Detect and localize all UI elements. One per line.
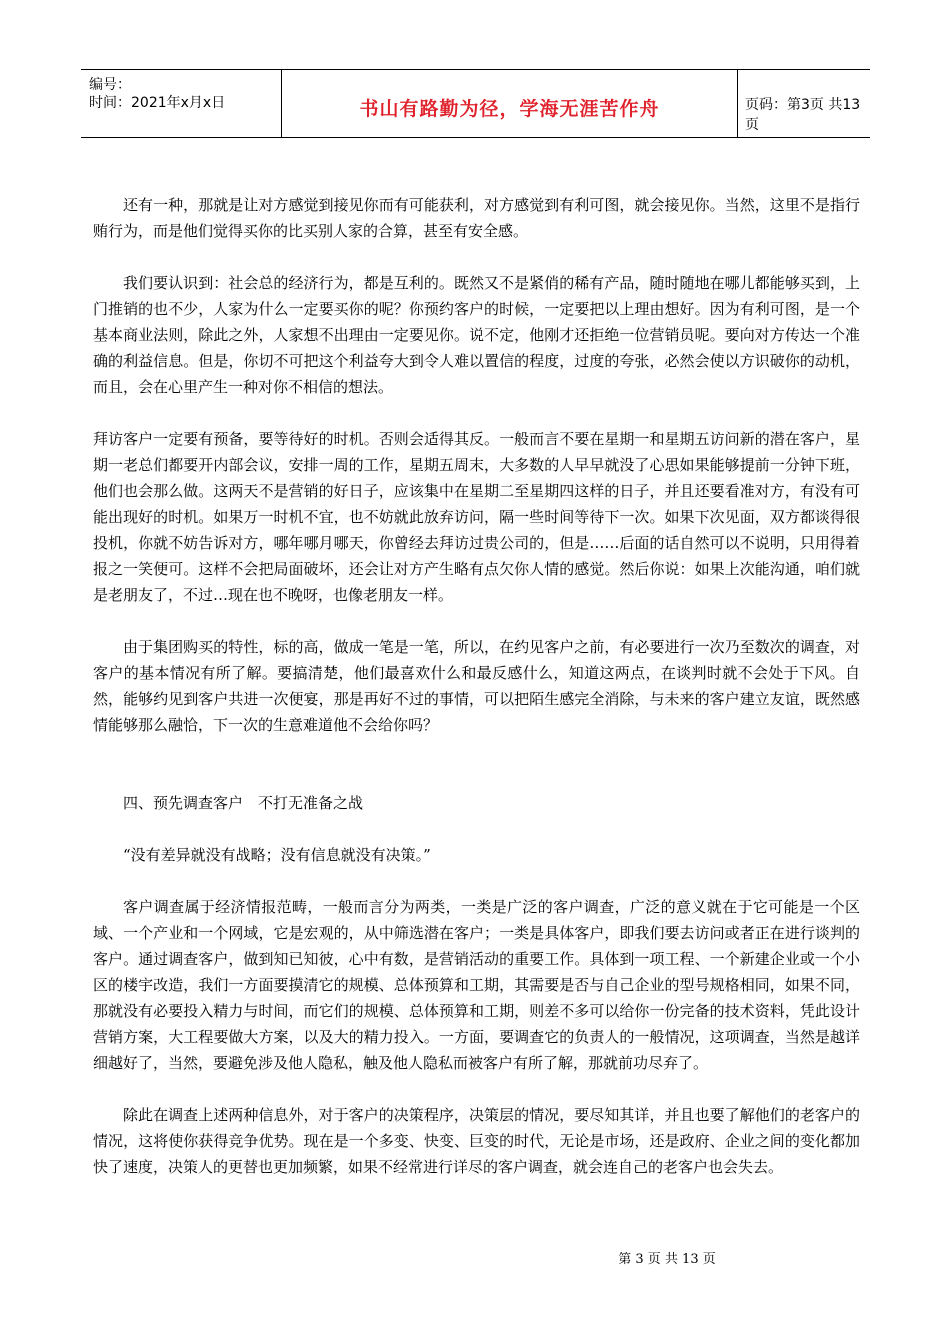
header-right-cell	[737, 70, 870, 137]
page-footer	[0, 1248, 950, 1267]
quote: “没有差异就没有战略；没有信息就没有决策。”	[123, 846, 431, 864]
header-page-label: 页码：第3页 共13页	[745, 97, 861, 133]
document-header	[81, 69, 870, 138]
document-body	[93, 192, 860, 1206]
document-number-label: 编号：	[89, 77, 131, 93]
paragraph: 拜访客户一定要有预备，要等待好的时机。否则会适得其反。一般而言不要在星期一和星期五访问新的潜在客户，星期一老总们都要开内部会议，安排一周的工作，星期五周末，大多数的人早早就没了心思如果能够提前一分钟下班，他们也会那么做。这两天不是营销的好日子，应该集中在星期二至星期四这样的日子，并且还要看准对方，有没有可能出现好的时机。如果万一时机不宜，也不妨就此放弃访问，隔一些时间等待下一次。如果下次见面，双方都谈得很投机，你就不妨告诉对方，哪年哪月哪天，你曾经去拜访过贵公司的，但是……后面的话自然可以不说明，只用得着报之一笑便可。这样不会把局面破坏，还会让对方产生略有点欠你人情的感觉。然后你说：如果上次能沟通，咱们就是老朋友了，不过…现在也不晚呀，也像老朋友一样。	[93, 430, 860, 604]
document-time-label: 时间：2021年x月x日	[89, 95, 226, 111]
spacer	[93, 764, 860, 790]
paragraph: 由于集团购买的特性，标的高，做成一笔是一笔，所以，在约见客户之前，有必要进行一次乃至数次的调查，对客户的基本情况有所了解。要搞清楚，他们最喜欢什么和最反感什么，知道这两点，在谈判时就不会处于下风。自然，能够约见到客户共进一次便宴，那是再好不过的事情，可以把陌生感完全消除，与未来的客户建立友谊，既然感情能够那么融恰，下一次的生意难道他不会给你吗？	[93, 638, 860, 734]
paragraph: 我们要认识到：社会总的经济行为，都是互利的。既然又不是紧俏的稀有产品，随时随地在哪儿都能够买到，上门推销的也不少，人家为什么一定要买你的呢？你预约客户的时候，一定要把以上理由想好。因为有利可图，是一个基本商业法则，除此之外，人家想不出理由一定要见你。说不定，他刚才还拒绝一位营销员呢。要向对方传达一个准确的利益信息。但是，你切不可把这个利益夸大到令人难以置信的程度，过度的夸张，必然会使以方识破你的动机，而且，会在心里产生一种对你不相信的想法。	[93, 274, 860, 396]
paragraph: 除此在调查上述两种信息外，对于客户的决策程序，决策层的情况，要尽知其详，并且也要了解他们的老客户的情况，这将使你获得竞争优势。现在是一个多变、快变、巨变的时代，无论是市场，还是政府、企业之间的变化都加快了速度，决策人的更替也更加频繁，如果不经常进行详尽的客户调查，就会连自己的老客户也会失去。	[93, 1106, 860, 1176]
header-left-cell	[81, 70, 281, 137]
footer-page-number: 第 3 页 共 13 页	[618, 1252, 716, 1267]
paragraph: 客户调查属于经济情报范畴，一般而言分为两类，一类是广泛的客户调查，广泛的意义就在于它可能是一个区域、一个产业和一个网域，它是宏观的，从中筛选潜在客户；一类是具体客户，即我们要去访问或者正在进行谈判的客户。通过调查客户，做到知已知彼，心中有数，是营销活动的重要工作。具体到一项工程、一个新建企业或一个小区的楼宇改造，我们一方面要摸清它的规模、总体预算和工期，其需要是否与自己企业的型号规格相同，如果不同，那就没有必要投入精力与时间，而它们的规模、总体预算和工期，则差不多可以给你一份完备的技术资料，凭此设计营销方案，大工程要做大方案，以及大的精力投入。一方面，要调查它的负责人的一般情况，这项调查，当然是越详细越好了，当然，要避免涉及他人隐私，触及他人隐私而被客户有所了解，那就前功尽弃了。	[93, 898, 860, 1072]
section-heading: 四、预先调查客户 不打无准备之战	[123, 794, 364, 812]
paragraph: 还有一种，那就是让对方感觉到接见你而有可能获利，对方感觉到有利可图，就会接见你。当然，这里不是指行贿行为，而是他们觉得买你的比买别人家的合算，甚至有安全感。	[93, 196, 860, 240]
header-motto: 书山有路勤为径，学海无涯苦作舟	[359, 98, 660, 120]
header-center-cell	[281, 70, 738, 137]
